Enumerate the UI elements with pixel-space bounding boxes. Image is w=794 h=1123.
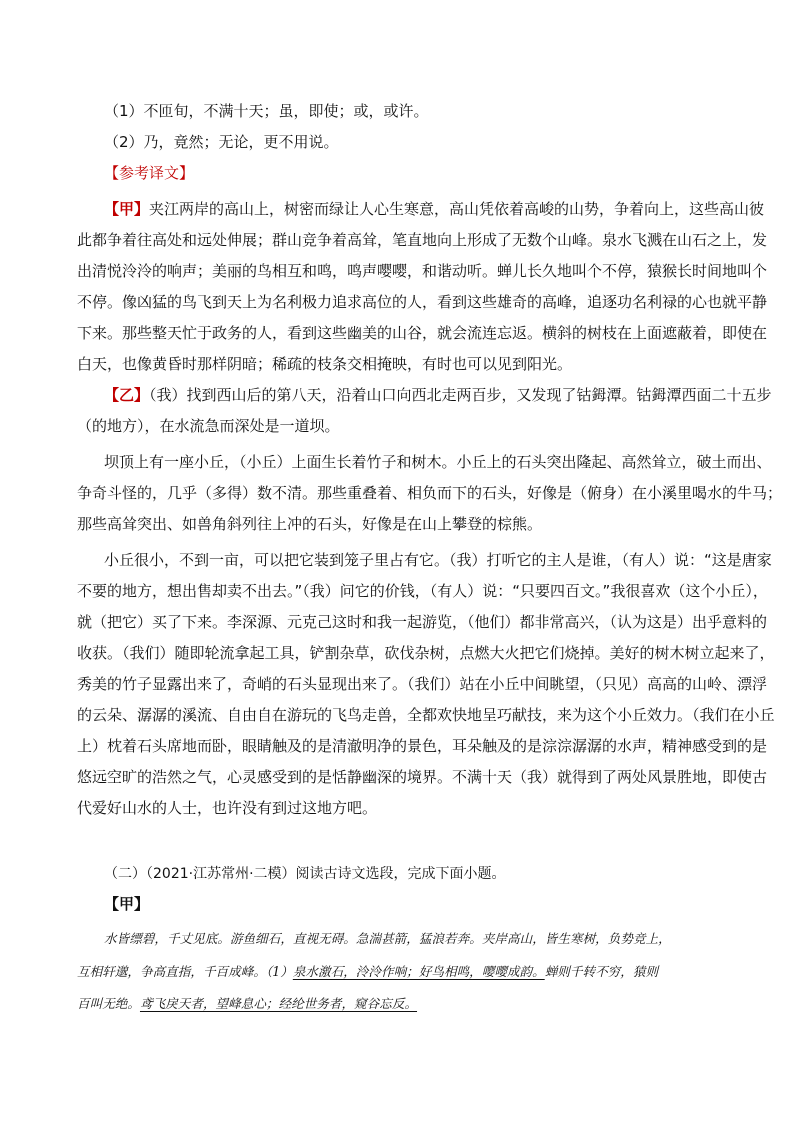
- jia-line-text: 夹江两岸的高山上，树密而绿让人心生寒意，高山凭依着高峻的山势，争着向上，这些高山彼: [149, 200, 765, 218]
- note-2: （2）乃，竟然；无论，更不用说。: [104, 133, 339, 151]
- jia-translation-line-5: 下来。那些整天忙于政务的人，看到这些幽美的山谷，就会流连忘返。横斜的树枝在上面遮蔽着，即使在: [77, 324, 768, 342]
- para3-line-2: 不要的地方，想出售却卖不出去。”（我）问它的价钱，（有人）说：“只要四百文。”我很喜欢（这个小丘），: [77, 582, 768, 600]
- para3-line-1: 小丘很小，不到一亩，可以把它装到笼子里占有它。（我）打听它的主人是谁，（有人）说：“这是唐家: [104, 551, 772, 569]
- para3-line-9: 代爱好山水的人士，也许没有到过这地方吧。: [77, 799, 378, 817]
- para3-line-6: 的云朵、潺潺的溪流、自由自在游玩的飞鸟走兽，全都欢快地呈巧献技，来为这个小丘效力。（我们在小丘: [77, 706, 775, 724]
- jia-tag: 【甲】: [104, 200, 150, 218]
- passage-line-2: [77, 962, 658, 982]
- note-1: （1）不匝旬，不满十天；虽，即使；或，或许。: [104, 102, 429, 120]
- yi-translation-line-1: [104, 385, 772, 405]
- section2-jia-label: 【甲】: [104, 895, 150, 913]
- para2-line-2: 争奇斗怪的，几乎（多得）数不清。那些重叠着、相负而下的石头，好像是（俯身）在小溪里喝水的牛马；: [77, 484, 783, 502]
- passage-underlined-sentence-1: 泉水激石，泠泠作响；好鸟相鸣，嘤嘤成韵。: [292, 964, 545, 979]
- passage-question-number: （1）: [265, 964, 293, 979]
- para3-line-8: 悠远空旷的浩然之气，心灵感受到的是恬静幽深的境界。不满十天（我）就得到了两处风景胜地，即使古: [77, 768, 768, 786]
- para3-line-4: 收获。（我们）随即轮流拿起工具，铲割杂草，砍伐杂树，点燃大火把它们烧掉。美好的树木树立起来了，: [77, 644, 775, 662]
- passage-underlined-sentence-2: 鸢飞戾天者，望峰息心；经纶世务者，窥谷忘反。: [139, 996, 418, 1011]
- yi-tag: 【乙】: [104, 386, 150, 404]
- para2-line-3: 那些高耸突出、如兽角斜列往上冲的石头，好像是在山上攀登的棕熊。: [77, 515, 543, 533]
- yi-line-text: （我）找到西山后的第八天，沿着山口向西北走两百步，又发现了钴鉧潭。钴鉧潭西面二十五步: [149, 386, 772, 404]
- jia-translation-line-4: 不停。像凶猛的鸟飞到天上为名利极力追求高位的人，看到这些雄奇的高峰，追逐功名利禄的心也就平静: [77, 293, 768, 311]
- passage-line-3: [77, 994, 417, 1014]
- section2-heading: （二）（2021·江苏常州·二模）阅读古诗文选段，完成下面小题。: [104, 866, 506, 882]
- para3-line-7: 上）枕着石头席地而卧，眼睛触及的是清澈明净的景色，耳朵触及的是淙淙潺潺的水声，精神感受到的是: [77, 737, 768, 755]
- jia-translation-line-6: 白天，也像黄昏时那样阴暗；稀疏的枝条交相掩映，有时也可以见到阳光。: [77, 355, 573, 373]
- jia-translation-line-2: 此都争着往高处和远处伸展；群山竞争着高耸，笔直地向上形成了无数个山峰。泉水飞溅在山石之上，发: [77, 231, 768, 249]
- passage-line-2-tail: 蝉则千转不穷，猿则: [544, 964, 659, 979]
- passage-line-1: 水皆缥碧，千丈见底。游鱼细石，直视无碍。急湍甚箭，猛浪若奔。夹岸高山，皆生寒树，负势竞上，: [104, 931, 671, 946]
- para3-line-3: 就（把它）买了下来。李深源、元克己这时和我一起游览，（他们）都非常高兴，（认为这是）出乎意料的: [77, 613, 768, 631]
- passage-line-3-start: 百叫无绝。: [77, 996, 140, 1011]
- passage-line-2-start: 互相轩邈，争高直指，千百成峰。: [77, 964, 266, 979]
- para3-line-5: 秀美的竹子显露出来了，奇峭的石头显现出来了。（我们）站在小丘中间眺望，（只见）高高的山岭、漂浮: [77, 675, 768, 693]
- reference-translation-heading: 【参考译文】: [104, 164, 195, 182]
- jia-translation-line-1: [104, 199, 764, 219]
- jia-translation-line-3: 出清悦泠泠的响声；美丽的鸟相互和鸣，鸣声嘤嘤，和谐动听。蝉儿长久地叫个不停，猿猴长时间地叫个: [77, 262, 768, 280]
- para2-line-1: 坝顶上有一座小丘，（小丘）上面生长着竹子和树木。小丘上的石头突出隆起、高然耸立，破土而出、: [104, 453, 772, 471]
- yi-translation-line-2: （的地方），在水流急而深处是一道坝。: [77, 417, 340, 435]
